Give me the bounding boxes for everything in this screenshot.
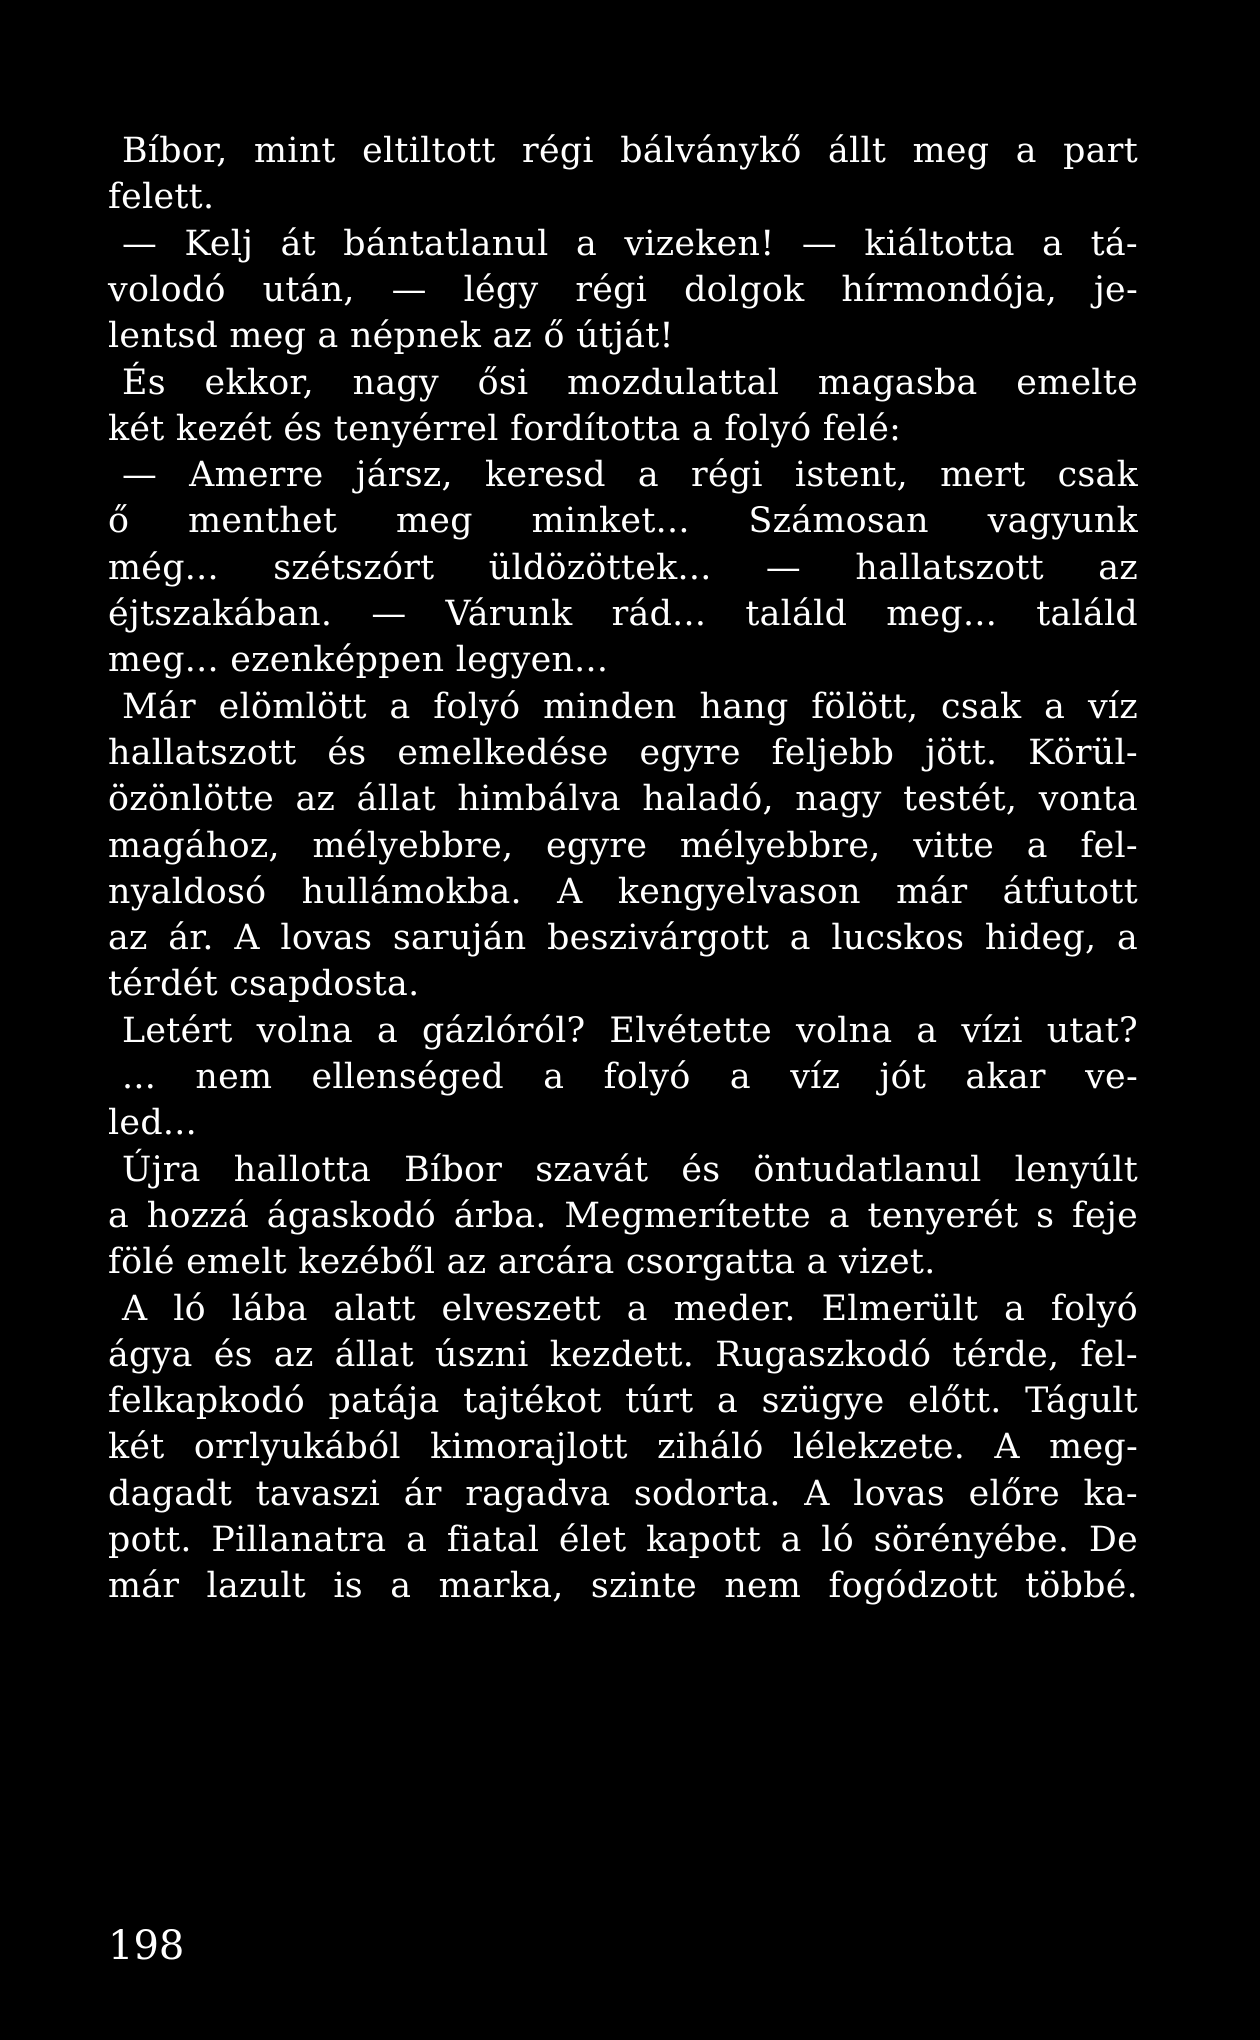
text-line: két orrlyukából kimorajlott ziháló lélekzete. A meg- bbox=[108, 1427, 1138, 1468]
text-line: volodó után, — légy régi dolgok hírmondója, je- bbox=[108, 269, 1138, 310]
text-line: dagadt tavaszi ár ragadva sodorta. A lovas előre ka- bbox=[108, 1473, 1138, 1514]
text-line: felkapkodó patája tajtékot túrt a szügye előtt. Tágult bbox=[108, 1381, 1138, 1422]
text-line: És ekkor, nagy ősi mozdulattal magasba emelte bbox=[122, 362, 1138, 403]
text-line: led... bbox=[108, 1103, 197, 1144]
text-line: magához, mélyebbre, egyre mélyebbre, vitte a fel- bbox=[108, 825, 1138, 866]
text-line: még... szétszórt üldözöttek... — hallatszott az bbox=[108, 547, 1138, 588]
text-line: Bíbor, mint eltiltott régi bálványkő állt meg a part bbox=[122, 131, 1138, 171]
text-line: — Amerre jársz, keresd a régi istent, mert csak bbox=[122, 455, 1138, 496]
page-number: 198 bbox=[108, 1923, 185, 1969]
text-line: Már elömlött a folyó minden hang fölött, csak a víz bbox=[122, 686, 1138, 727]
text-line: felett. bbox=[108, 177, 215, 218]
text-line: két kezét és tenyérrel fordította a folyó felé: bbox=[108, 408, 902, 449]
text-line: A ló lába alatt elveszett a meder. Elmerült a folyó bbox=[122, 1288, 1138, 1329]
text-line: ő menthet meg minket... Számosan vagyunk bbox=[108, 501, 1138, 542]
text-line: Újra hallotta Bíbor szavát és öntudatlanul lenyúlt bbox=[122, 1149, 1138, 1190]
text-line: éjtszakában. — Várunk rád... találd meg... találd bbox=[108, 594, 1138, 634]
text-line: a hozzá ágaskodó árba. Megmerítette a tenyerét s feje bbox=[108, 1195, 1138, 1236]
text-line: fölé emelt kezéből az arcára csorgatta a vizet. bbox=[108, 1242, 936, 1283]
text-line: lentsd meg a népnek az ő útját! bbox=[108, 316, 674, 357]
text-line: nyaldosó hullámokba. A kengyelvason már átfutott bbox=[108, 871, 1138, 912]
text-line: ... nem ellenséged a folyó a víz jót akar ve- bbox=[122, 1057, 1138, 1097]
text-line: Letért volna a gázlóról? Elvétette volna a vízi utat? bbox=[122, 1010, 1138, 1051]
text-line: már lazult is a marka, szinte nem fogódzott többé. bbox=[108, 1566, 1138, 1607]
text-line: özönlötte az állat himbálva haladó, nagy testét, vonta bbox=[108, 779, 1138, 820]
text-line: — Kelj át bántatlanul a vizeken! — kiáltotta a tá- bbox=[122, 223, 1138, 264]
text-line: pott. Pillanatra a fiatal élet kapott a ló sörényébe. De bbox=[108, 1520, 1138, 1560]
text-line: térdét csapdosta. bbox=[108, 964, 420, 1005]
text-line: az ár. A lovas saruján beszivárgott a lucskos hideg, a bbox=[108, 918, 1138, 959]
book-page bbox=[108, 128, 1138, 2008]
text-line: meg... ezenképpen legyen... bbox=[108, 640, 609, 681]
text-line: hallatszott és emelkedése egyre feljebb jött. Körül- bbox=[108, 732, 1138, 773]
text-line: ágya és az állat úszni kezdett. Rugaszkodó térde, fel- bbox=[108, 1334, 1138, 1375]
